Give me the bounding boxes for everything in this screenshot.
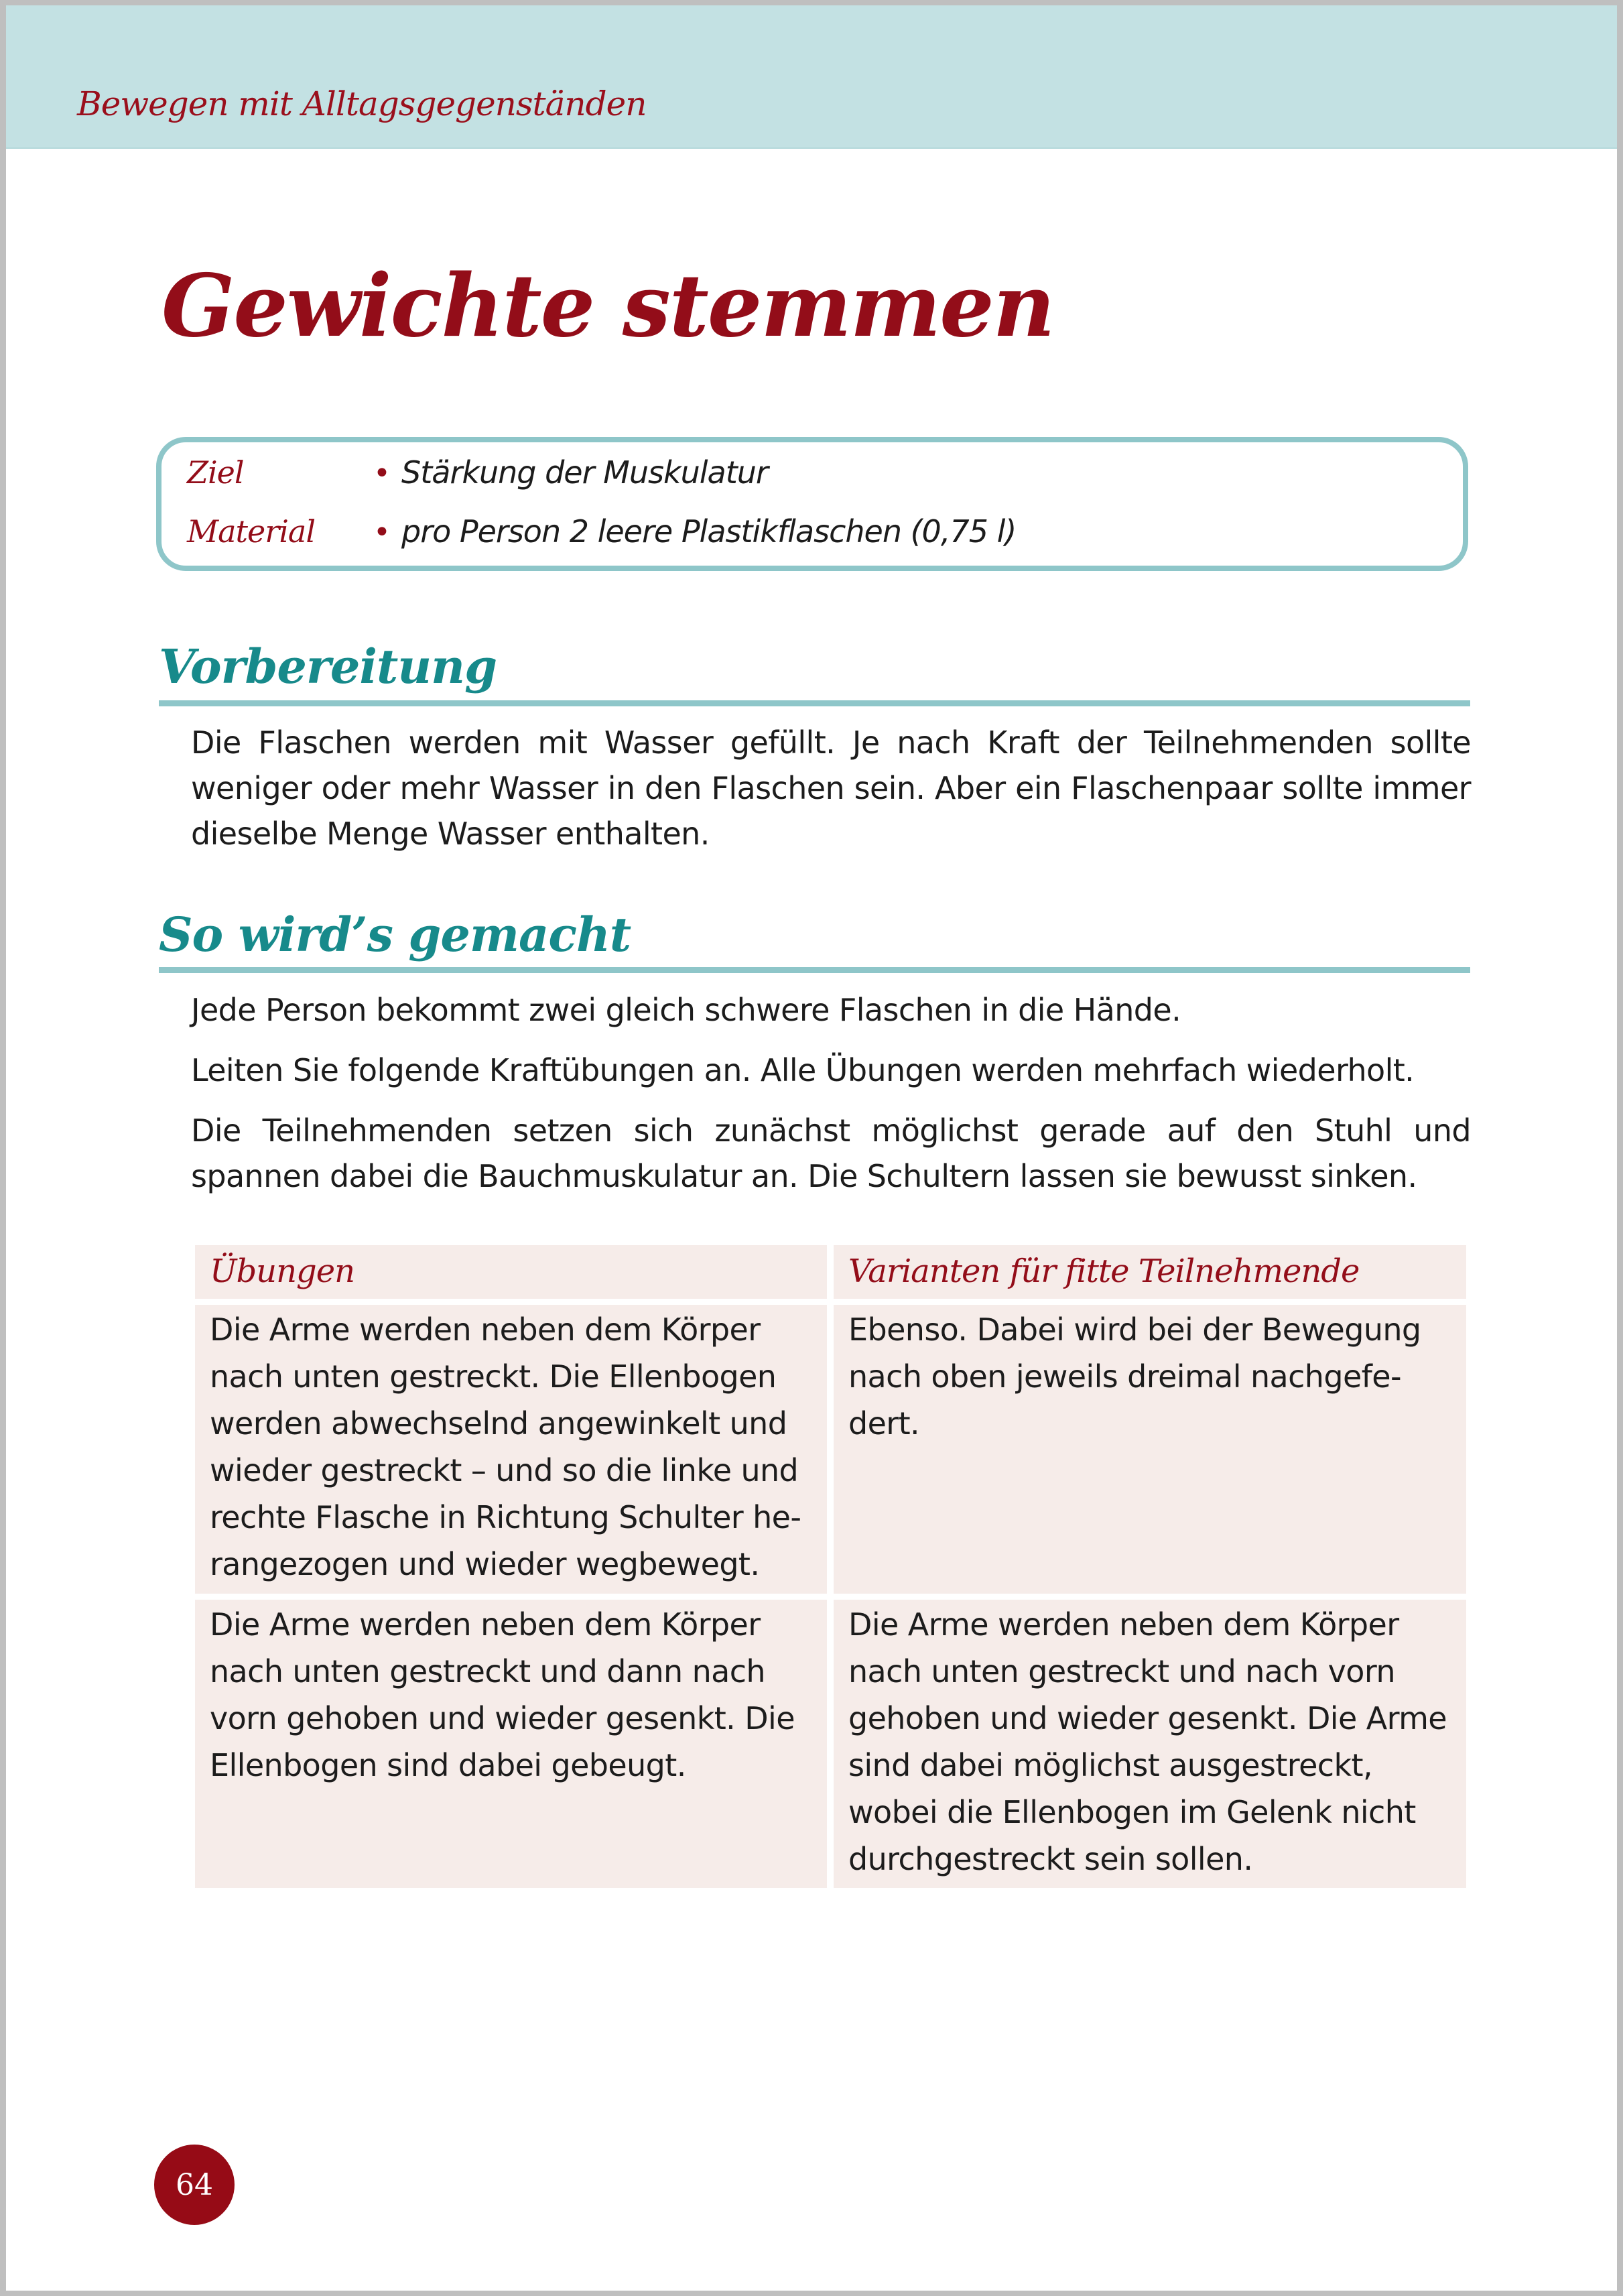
cell-line: Ellenbogen sind dabei gebeugt. [210, 1747, 686, 1783]
table-header-cell: Übungen [195, 1245, 827, 1299]
info-value: pro Person 2 leere Plastikflaschen (0,75 l) [401, 513, 1017, 550]
chapter-header-band [6, 5, 1617, 149]
cell-line: Die Arme werden neben dem Körper [210, 1312, 761, 1348]
section-divider [159, 700, 1470, 706]
info-row-ziel [187, 454, 768, 491]
cell-line: nach unten gestreckt und nach vorn [848, 1653, 1395, 1689]
cell-line: Die Arme werden neben dem Körper [210, 1606, 761, 1643]
goal-material-box [156, 437, 1468, 571]
exercise-table [195, 1245, 1466, 1888]
table-cell [834, 1600, 1466, 1888]
info-value: Stärkung der Muskulatur [401, 454, 768, 491]
info-row-material [187, 513, 1016, 550]
bullet-icon: • [373, 456, 391, 491]
chapter-title: Bewegen mit Alltagsgegenständen [77, 84, 647, 123]
cell-line: vorn gehoben und wieder gesenkt. Die [210, 1700, 795, 1736]
cell-line: rangezogen und wieder wegbewegt. [210, 1546, 760, 1582]
cell-line: wieder gestreckt – und so die linke und [210, 1452, 799, 1488]
paragraph: Die Teilnehmenden setzen sich zunächst möglichst gerade auf den Stuhl und spannen dabei die Bauchmuskulatur an. Die Schultern lassen sie bewusst sinken. [191, 1112, 1471, 1194]
cell-line: nach unten gestreckt. Die Ellenbogen [210, 1358, 777, 1395]
paragraph: Leiten Sie folgende Kraftübungen an. Alle Übungen werden mehrfach wiederholt. [191, 1052, 1415, 1088]
cell-line: durchgestreckt sein sollen. [848, 1841, 1253, 1877]
table-cell [195, 1305, 827, 1594]
page-number: 64 [176, 2167, 213, 2202]
cell-line: nach oben jeweils dreimal nachgefe- [848, 1358, 1401, 1395]
info-label: Ziel [187, 454, 244, 491]
cell-line: Die Arme werden neben dem Körper [848, 1606, 1399, 1643]
cell-line: werden abwechselnd angewinkelt und [210, 1405, 787, 1442]
section-heading-vorbereitung: Vorbereitung [159, 639, 497, 694]
book-page [6, 5, 1617, 2291]
page-number-badge [154, 2145, 235, 2225]
table-cell [195, 1600, 827, 1888]
cell-line: sind dabei möglichst ausgestreckt, [848, 1747, 1372, 1783]
cell-line: gehoben und wieder gesenkt. Die Arme [848, 1700, 1447, 1736]
cell-line: nach unten gestreckt und dann nach [210, 1653, 765, 1689]
bullet-icon: • [373, 515, 391, 550]
table-cell [834, 1305, 1466, 1594]
table-header-cell: Varianten für fitte Teilnehmende [834, 1245, 1466, 1299]
cell-line: dert. [848, 1405, 920, 1442]
page-title: Gewichte stemmen [161, 256, 1054, 357]
paragraph: Die Flaschen werden mit Wasser gefüllt. Je nach Kraft der Teilnehmenden sollte weniger oder mehr Wasser in den Flaschen sein. Aber ein Flaschenpaar sollte immer dieselbe Menge Wasser enthalten. [191, 724, 1471, 852]
paragraph: Jede Person bekommt zwei gleich schwere Flaschen in die Hände. [191, 992, 1181, 1028]
info-label: Material [187, 513, 316, 550]
section-heading-so-wirds-gemacht: So wird’s gemacht [159, 907, 631, 962]
cell-line: rechte Flasche in Richtung Schulter he- [210, 1499, 801, 1535]
cell-line: Ebenso. Dabei wird bei der Bewegung [848, 1312, 1421, 1348]
cell-line: wobei die Ellenbogen im Gelenk nicht [848, 1794, 1416, 1830]
section-divider [159, 967, 1470, 973]
